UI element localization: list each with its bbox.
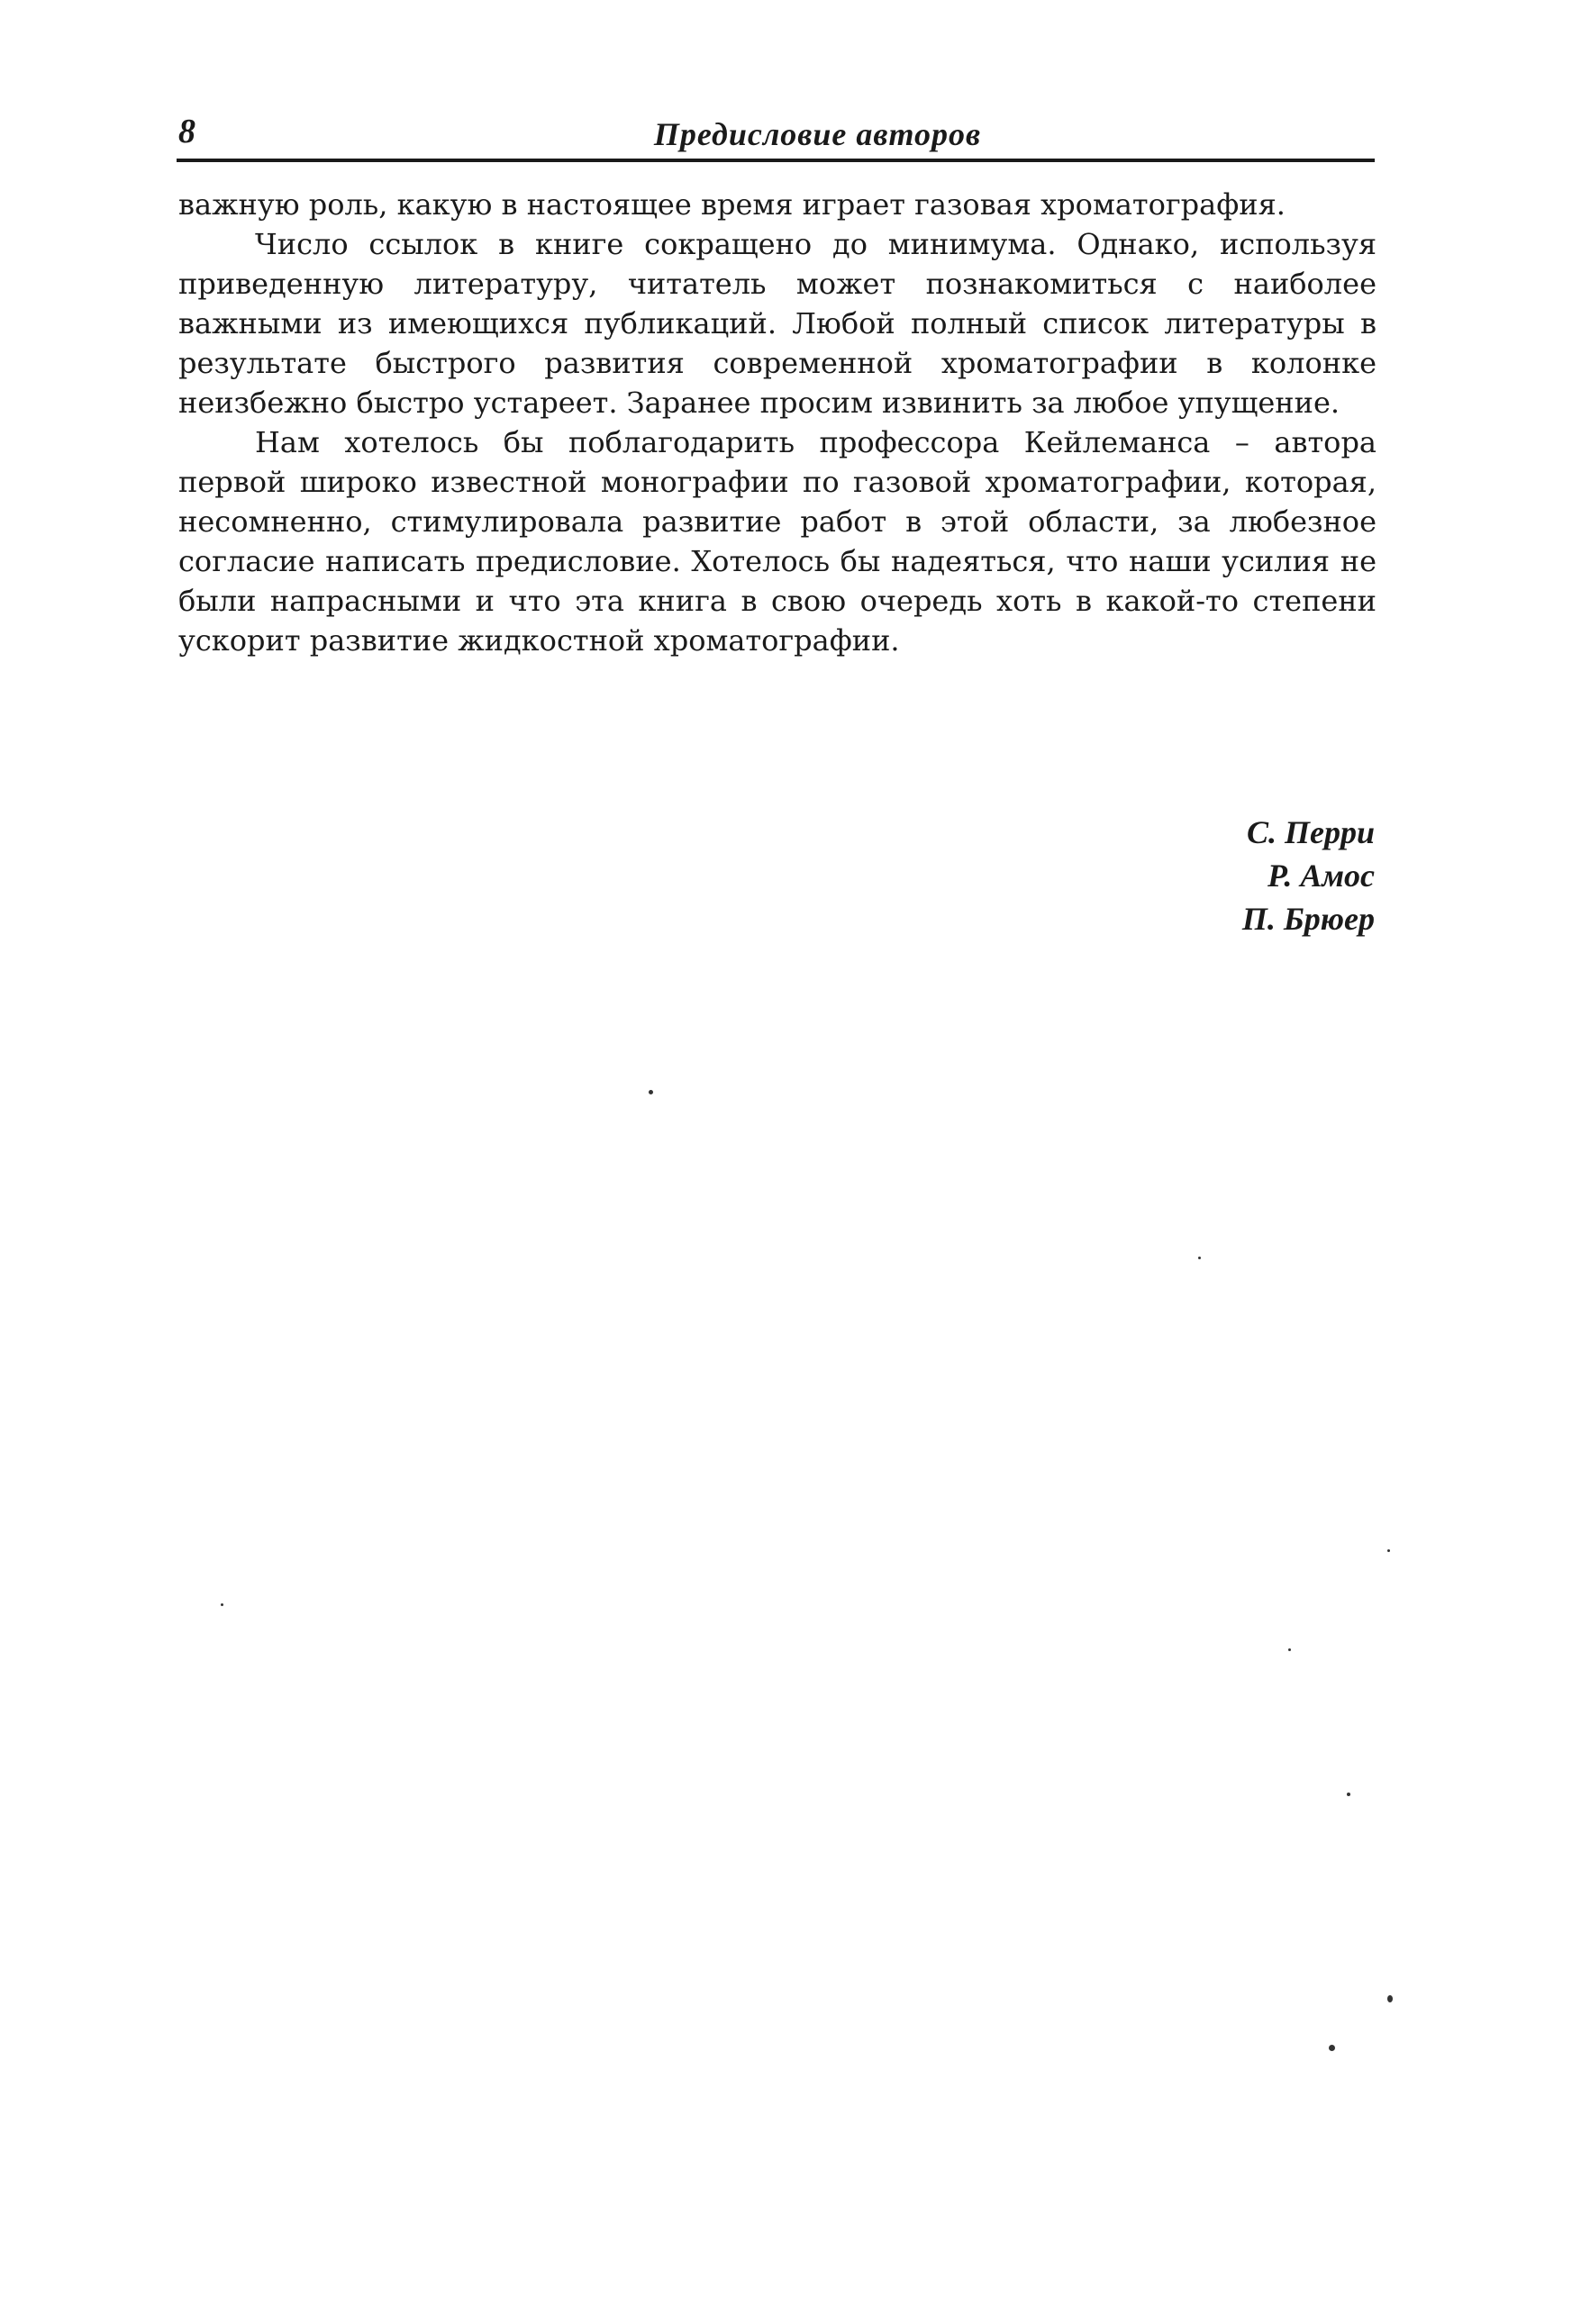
scan-speck [1198,1257,1201,1259]
author-2: Р. Амос [1267,858,1375,894]
paragraph-3: Нам хотелось бы поблагодарить профессора Кейлеманса – автора первой широко известной монографии по газовой хроматографии, которая, несомненно, стимулировала развитие работ в этой области, за любезное согласие написать предисловие. Хотелось бы надеяться, что наши усилия не были напрасными и что эта книга в свою очередь хоть в какой-то степени ускорит развитие жидкостной хроматографии. [178,425,1377,658]
scan-speck [1288,1648,1291,1651]
scan-speck [1387,1549,1390,1552]
page-number: 8 [178,113,195,150]
paragraph-2: Число ссылок в книге сокращено до минимума. Однако, используя приведенную литературу, читатель может познакомиться с наиболее важными из имеющихся публикаций. Любой полный список литературы в результате быстрого развития современной хроматографии в колонке неизбежно быстро устареет. Заранее просим извинить за любое упущение. [178,227,1377,420]
scan-speck [1329,2045,1335,2051]
scan-speck [1387,1995,1393,2002]
paragraph-1: важную роль, какую в настоящее время играет газовая хроматография. [178,187,1286,222]
author-signatures [1242,811,1375,940]
running-header: Предисловие авторов [653,116,982,152]
scan-speck [1347,1793,1350,1796]
scan-speck [649,1090,653,1094]
author-3: П. Брюер [1241,901,1375,937]
author-1: С. Перри [1246,814,1375,850]
header-rule [177,159,1375,162]
scan-speck [221,1603,223,1606]
body-text [178,185,1377,660]
